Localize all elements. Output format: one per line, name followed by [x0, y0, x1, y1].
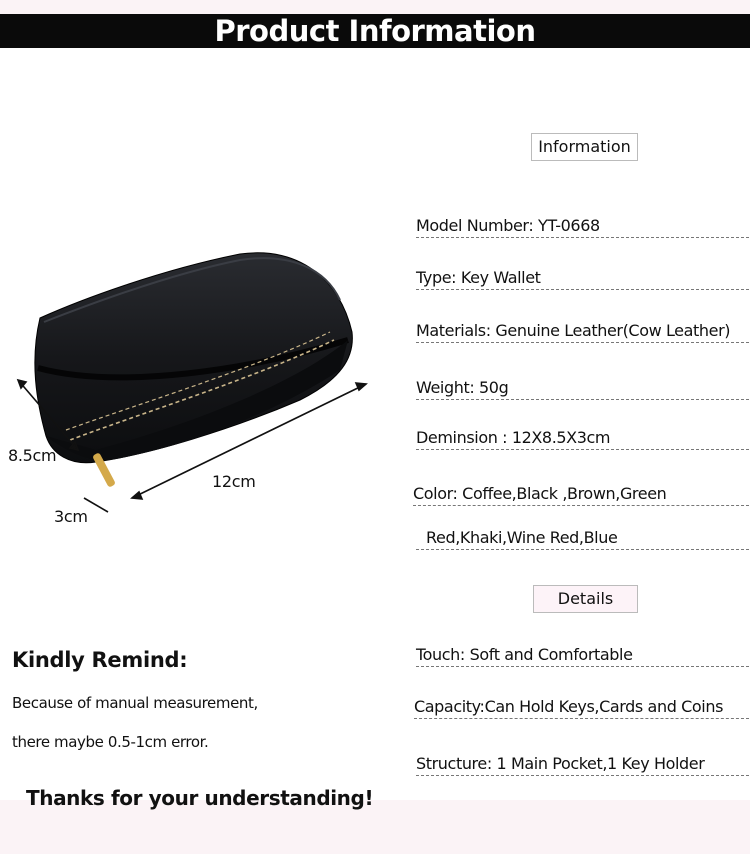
spec-label: Type: — [416, 268, 457, 287]
dimension-depth: 3cm — [54, 507, 88, 526]
dimension-length: 12cm — [212, 472, 256, 491]
remind-line-1: Because of manual measurement, — [12, 694, 258, 712]
information-label: Information — [531, 133, 638, 161]
page-title: Product Information — [214, 14, 536, 48]
spec-value: 12X8.5X3cm — [511, 428, 611, 447]
detail-label: Structure: — [416, 754, 492, 773]
detail-label: Touch: — [416, 645, 465, 664]
spec-color-continued — [416, 528, 749, 550]
product-image — [0, 240, 400, 540]
spec-label: Deminsion : — [416, 428, 508, 447]
dimension-height: 8.5cm — [8, 446, 57, 465]
remind-title: Kindly Remind: — [12, 648, 188, 672]
spec-model-number — [416, 216, 749, 238]
spec-type — [416, 268, 749, 290]
spec-value: YT-0668 — [538, 216, 600, 235]
thanks-message: Thanks for your understanding! — [26, 786, 374, 810]
detail-value: Can Hold Keys,Cards and Coins — [484, 697, 724, 716]
detail-capacity — [414, 697, 749, 719]
details-label: Details — [533, 585, 638, 613]
spec-value: 50g — [479, 378, 509, 397]
detail-label: Capacity: — [414, 697, 485, 716]
spec-value: Coffee,Black ,Brown,Green — [462, 484, 667, 503]
spec-value: Key Wallet — [460, 268, 541, 287]
spec-label: Model Number: — [416, 216, 534, 235]
spec-weight — [416, 378, 749, 400]
detail-value: 1 Main Pocket,1 Key Holder — [496, 754, 705, 773]
spec-label: Color: — [413, 484, 458, 503]
spec-label: Weight: — [416, 378, 475, 397]
spec-materials — [416, 321, 749, 343]
remind-line-2: there maybe 0.5-1cm error. — [12, 733, 209, 751]
detail-structure — [416, 754, 749, 776]
detail-value: Soft and Comfortable — [469, 645, 633, 664]
spec-value: Genuine Leather(Cow Leather) — [495, 321, 731, 340]
spec-dimension — [416, 428, 749, 450]
spec-value: Red,Khaki,Wine Red,Blue — [426, 528, 618, 547]
detail-touch — [416, 645, 749, 667]
spec-label: Materials: — [416, 321, 491, 340]
spec-color — [413, 484, 749, 506]
